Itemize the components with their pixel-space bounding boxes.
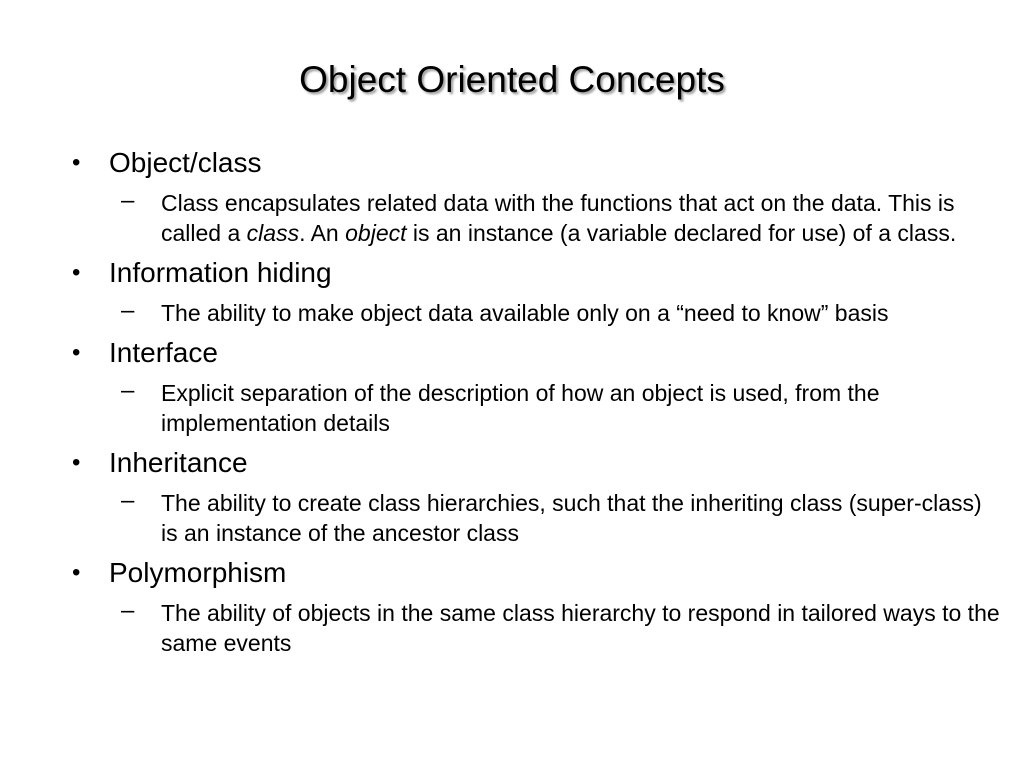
bullet-item-information-hiding <box>72 256 1002 328</box>
dash-icon: – <box>121 487 135 514</box>
bullet-detail <box>161 190 956 246</box>
slide-title: Object Oriented Concepts <box>299 59 725 100</box>
dash-icon: – <box>121 187 135 214</box>
bullet-detail: The ability to make object data available only on a “need to know” basis <box>161 300 889 326</box>
bullet-icon: • <box>72 449 81 476</box>
bullet-heading: Inheritance <box>109 447 248 478</box>
bullet-item-object-class <box>72 146 1002 248</box>
bullet-icon: • <box>72 259 81 286</box>
bullet-heading: Polymorphism <box>109 557 287 588</box>
bullet-detail: The ability to create class hierarchies, such that the inheriting class (super-class) is an instance of the ancestor class <box>161 490 982 546</box>
bullet-icon: • <box>72 339 81 366</box>
detail-term-object: object <box>345 220 407 246</box>
bullet-item-inheritance <box>72 446 1002 548</box>
dash-icon: – <box>121 597 135 624</box>
detail-text: Class encapsulates related data with the functions that act on the data. This is called a <box>161 190 955 246</box>
bullet-heading: Interface <box>109 337 218 368</box>
detail-text: . An <box>299 220 346 246</box>
bullet-heading: Object/class <box>109 147 262 178</box>
bullet-item-polymorphism <box>72 556 1002 658</box>
bullet-detail: Explicit separation of the description of how an object is used, from the implementation details <box>161 380 880 436</box>
dash-icon: – <box>121 297 135 324</box>
bullet-detail: The ability of objects in the same class hierarchy to respond in tailored ways to the same events <box>161 600 1000 656</box>
bullet-item-interface <box>72 336 1002 438</box>
bullet-list <box>72 146 1002 658</box>
detail-term-class: class <box>246 220 300 246</box>
detail-text: is an instance (a variable declared for use) of a class. <box>406 220 957 246</box>
dash-icon: – <box>121 377 135 404</box>
bullet-icon: • <box>72 559 81 586</box>
bullet-heading: Information hiding <box>109 257 332 288</box>
bullet-icon: • <box>72 149 81 176</box>
